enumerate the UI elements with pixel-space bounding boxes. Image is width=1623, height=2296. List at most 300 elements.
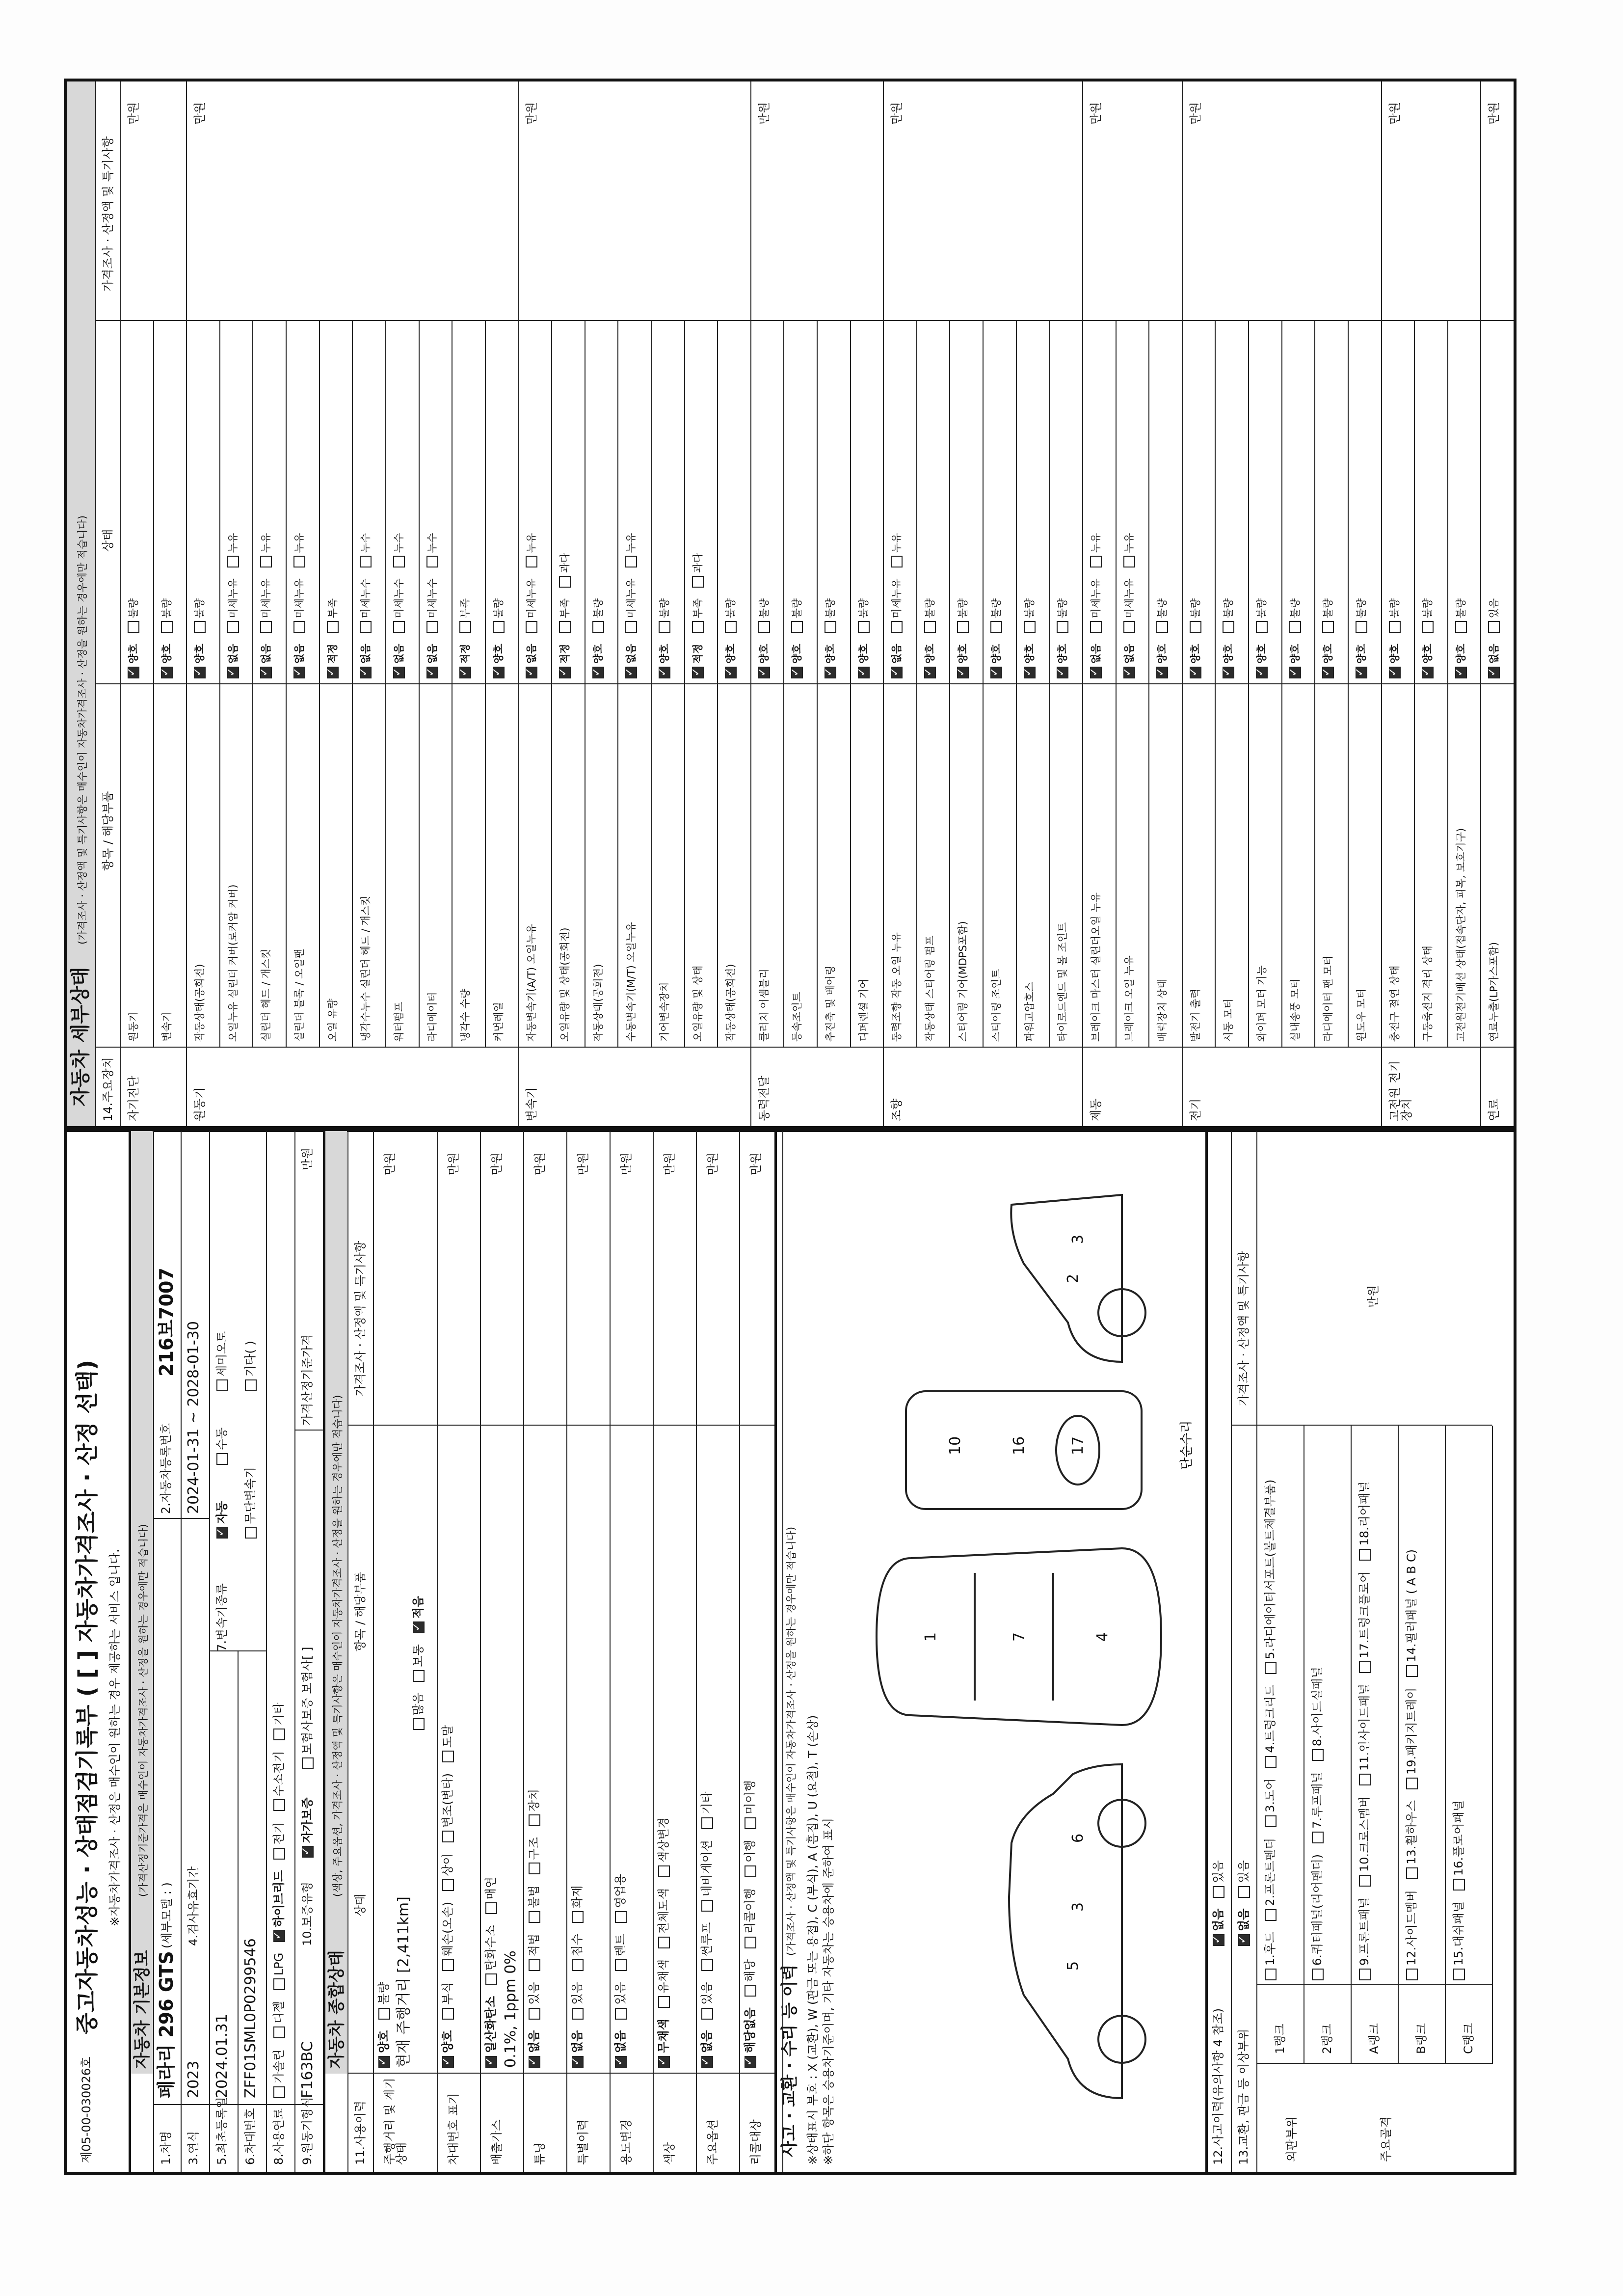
option-item: 불량 — [161, 598, 173, 633]
checkbox-icon — [658, 2056, 670, 2068]
option-item: 가솔린 — [272, 2049, 286, 2098]
option-item: 미세누유 — [1090, 578, 1102, 633]
model-year: 2023 — [185, 2060, 202, 2098]
row-divider — [1447, 321, 1448, 1048]
option-item: ✓양호 — [990, 644, 1002, 678]
checkbox-icon — [1389, 621, 1401, 633]
overall-row-label: 배출가스 — [490, 2119, 504, 2165]
checkbox-icon — [625, 621, 637, 633]
option-item: 미세누유 — [891, 578, 903, 633]
col-divider — [1256, 2063, 1492, 2064]
detail-state-options — [493, 588, 505, 678]
detail-group-label: 조향 — [890, 1098, 904, 1121]
detail-state-options — [1289, 588, 1301, 678]
checkbox-icon — [692, 576, 704, 588]
label-accident-history: 12.사고이력(유의사항 4 참조) — [1211, 2008, 1225, 2165]
overall-row-label: 주행거리 및 계기상태 — [383, 2078, 408, 2165]
checkbox-icon — [1289, 667, 1301, 678]
detail-state-options — [1024, 588, 1036, 678]
detail-group-label: 전기 — [1188, 1098, 1202, 1121]
detail-item-label: 워터펌프 — [393, 1001, 405, 1042]
checkbox-icon — [615, 2008, 627, 2020]
detail-state-options — [1123, 522, 1135, 678]
checkbox-icon — [227, 556, 239, 567]
detail-item-label: 오일유량 및 상태(공회전) — [559, 927, 571, 1042]
option-item: ✓적정 — [559, 644, 571, 678]
option-item: 불량 — [493, 598, 505, 633]
option-item: ✓없음 — [1211, 1909, 1225, 1946]
option-item: ✓없음 — [293, 644, 305, 678]
row-divider — [1414, 321, 1415, 1048]
rotated-form — [64, 79, 1517, 2175]
plate-number: 216보7007 — [156, 1268, 177, 1377]
option-item: ✓양호 — [1455, 644, 1467, 678]
checkbox-icon — [413, 1621, 425, 1633]
abnormal-parts-options — [1238, 1849, 1250, 1946]
checkbox-icon — [1223, 621, 1234, 633]
overall-row-options — [614, 1863, 627, 2068]
col-detail-state: 상태 — [101, 529, 115, 552]
checkbox-icon — [442, 2008, 454, 2020]
section-accident-title: 사고 · 교환 · 수리 등 이력 — [780, 1964, 799, 2157]
detail-item-label: 구동축전지 격리 상태 — [1422, 945, 1434, 1042]
label-transmission: 7.변속기종류 — [215, 1583, 229, 1651]
option-item: 미세누유 — [293, 578, 305, 633]
checkbox-icon — [526, 621, 537, 633]
detail-state-options — [990, 588, 1002, 678]
form-title-note: ※자동차가격조사 · 산정은 매수인이 원하는 경우 제공하는 서비스 입니다. — [108, 1549, 122, 1926]
overall-row-options — [378, 1971, 390, 2068]
option-item: 불량 — [758, 598, 770, 633]
option-item: 누유 — [227, 533, 239, 568]
checkbox-icon — [1090, 667, 1102, 678]
checkbox-icon — [327, 621, 339, 633]
option-item: 기타 — [272, 1702, 286, 1740]
row-divider — [153, 321, 154, 1048]
option-item: 있음 — [527, 1982, 541, 2019]
option-item: 미세누유 — [227, 578, 239, 633]
option-item: 누유 — [1123, 533, 1135, 568]
option-item: 10.크로스멤버 — [1357, 1796, 1371, 1887]
detail-item-label: 발전기 출력 — [1189, 988, 1201, 1042]
warranty-self: ✓자가보증 — [301, 1797, 314, 1858]
accident-rank-label: B랭크 — [1414, 2023, 1428, 2054]
svg-text:3: 3 — [1069, 1902, 1087, 1912]
checkbox-icon — [1422, 621, 1434, 633]
checkbox-icon — [1265, 1909, 1277, 1921]
price-unit: 만원 — [663, 1152, 676, 1175]
checkbox-icon — [526, 667, 537, 678]
option-item: 불량 — [1190, 598, 1201, 633]
checkbox-icon — [625, 556, 637, 567]
row-divider — [850, 321, 851, 1048]
label-vin: 6.차대번호 — [243, 2108, 257, 2165]
option-item: ✓양호 — [1289, 644, 1301, 678]
row-divider — [1248, 321, 1249, 1048]
detail-item-label: 타이로드엔드 및 볼 조인트 — [1057, 922, 1069, 1042]
row-divider — [1445, 1426, 1446, 2064]
row-divider — [916, 321, 917, 1048]
checkbox-icon — [791, 667, 803, 678]
option-item: 미세누수 — [393, 578, 405, 633]
document-number: 제05-00-030026호 — [80, 2056, 93, 2163]
row-divider — [651, 321, 652, 1048]
checkbox-icon — [273, 1848, 285, 1860]
detail-item-label: 파워고압호스 — [1023, 982, 1036, 1042]
checkbox-icon — [625, 667, 637, 678]
checkbox-icon — [572, 1911, 584, 1923]
fuel-options — [273, 1692, 285, 2098]
checkbox-icon — [1256, 667, 1268, 678]
overall-row-options-2 — [412, 1585, 425, 1730]
option-item: ✓양호 — [377, 2030, 391, 2068]
trans-opt-auto: ✓자동 — [216, 1501, 228, 1539]
option-item: 있음 — [700, 1982, 714, 2019]
checkbox-icon — [1265, 1756, 1277, 1768]
row-divider — [1348, 321, 1349, 1048]
checkbox-icon — [825, 621, 836, 633]
checkbox-icon — [529, 1863, 540, 1875]
checkbox-icon — [529, 2056, 540, 2068]
option-item: 과다 — [692, 553, 704, 588]
detail-state-options — [692, 542, 704, 678]
option-item: 누유 — [625, 533, 637, 568]
checkbox-icon — [758, 667, 770, 678]
checkbox-icon — [559, 621, 571, 633]
option-item: 불량 — [957, 598, 969, 633]
checkbox-icon — [1024, 621, 1036, 633]
option-item: ✓양호 — [1190, 644, 1201, 678]
checkbox-icon — [1322, 621, 1334, 633]
option-item: ✓없음 — [1237, 1909, 1251, 1946]
row-divider — [1281, 321, 1282, 1048]
detail-item-label: 수동변속기(M/T) 오일누유 — [625, 922, 638, 1042]
detail-state-options — [758, 588, 770, 678]
engine-type: F163BC — [299, 2041, 316, 2098]
detail-item-label: 와이퍼 모터 기능 — [1256, 965, 1268, 1042]
checkbox-icon — [1455, 621, 1467, 633]
checkbox-icon — [216, 1527, 228, 1539]
detail-item-label: 고전원전기배선 상태(접속단자, 피복, 보호기구) — [1455, 828, 1467, 1042]
checkbox-icon — [1123, 556, 1135, 567]
detail-state-options — [559, 542, 571, 678]
label-plate: 2.자동차등록번호 — [159, 1423, 173, 1514]
checkbox-icon — [273, 2086, 285, 2098]
option-item: 18.리어패널 — [1357, 1482, 1371, 1561]
detail-state-options — [791, 588, 803, 678]
detail-item-label: 냉각수누수 실린더 헤드 / 개스킷 — [360, 895, 372, 1042]
option-item: ✓양호 — [1156, 644, 1168, 678]
detail-state-options — [260, 522, 272, 678]
option-item: ✓없음 — [360, 644, 372, 678]
checkbox-icon — [413, 1718, 425, 1730]
checkbox-icon — [1359, 1549, 1371, 1561]
checkbox-icon — [1190, 621, 1201, 633]
label-abnormal-parts: 13.교환, 판금 등 이상부위 — [1237, 2028, 1251, 2165]
checkbox-icon — [1359, 1969, 1371, 1980]
checkbox-icon — [293, 556, 305, 567]
row-divider — [1398, 1426, 1399, 2064]
checkbox-icon — [957, 667, 969, 678]
section-detail-title: 자동차 세부상태 — [69, 967, 92, 1107]
option-item: 미세누유 — [260, 578, 272, 633]
option-item: 부족 — [692, 598, 704, 633]
trans-opt-manual: 수동 — [216, 1428, 228, 1465]
status-code-note: ※상태표시 부호 : X (교환), W (판금 또는 용접), C (부식), A (흠집), U (요철), T (손상) — [806, 1715, 820, 2165]
option-item: 부족 — [559, 598, 571, 633]
inspection-period: 2024-01-31 ~ 2028-01-30 — [185, 1321, 202, 1514]
detail-item-label: 동력조향 작동 오일 누유 — [891, 932, 903, 1042]
detail-price-unit: 만원 — [1089, 102, 1103, 125]
checkbox-icon — [1312, 1832, 1324, 1843]
checkbox-icon — [1359, 1875, 1371, 1887]
option-item: ✓없음 — [227, 644, 239, 678]
option-item: 불량 — [1156, 598, 1168, 633]
detail-item-label: 스티어링 기어(MDPS포함) — [957, 921, 969, 1042]
detail-item-label: 충전구 절연 상태 — [1388, 965, 1401, 1042]
price-unit: 만원 — [533, 1152, 547, 1175]
option-item: ✓없음 — [891, 644, 903, 678]
price-unit: 만원 — [706, 1152, 719, 1175]
passenger-note: ※하단 항목은 승용차기준이며, 기타 자동차는 승용차에 준하여 표시 — [822, 1817, 835, 2165]
checkbox-icon — [161, 621, 173, 633]
detail-group-label: 변속기 — [525, 1087, 539, 1121]
row-divider — [437, 1131, 438, 2172]
row-divider — [385, 321, 386, 1048]
label-period: 4.검사유효기간 — [186, 1866, 200, 1946]
option-item: 불량 — [1422, 598, 1434, 633]
option-item: ✓양호 — [1322, 644, 1334, 678]
base-price-unit: 만원 — [300, 1147, 314, 1170]
option-item: 불량 — [1223, 598, 1234, 633]
checkbox-icon — [529, 1959, 540, 1971]
overall-row-label: 리콜대상 — [749, 2119, 763, 2165]
checkbox-icon — [1213, 1934, 1224, 1946]
checkbox-icon — [891, 621, 903, 633]
col-detail-item: 항목 / 해당부품 — [101, 791, 115, 871]
option-item: ✓적정 — [459, 644, 471, 678]
detail-item-label: 시동 모터 — [1223, 999, 1235, 1042]
overall-row-options — [485, 1866, 497, 2068]
option-item: 누유 — [526, 533, 537, 568]
detail-item-label: 추진축 및 베어링 — [825, 965, 836, 1042]
checkbox-icon — [1356, 621, 1367, 633]
detail-item-label: 작동상태 스티어링 펌프 — [924, 935, 936, 1042]
col-use-history: 11.사용이력 — [353, 2101, 367, 2165]
option-item: 미이행 — [743, 1780, 757, 1829]
detail-state-options — [1389, 588, 1401, 678]
section-overall-title: 자동차 종합상태 — [327, 1950, 346, 2069]
row-divider — [684, 321, 685, 1048]
checkbox-icon — [1453, 1969, 1465, 1980]
detail-state-options — [1322, 588, 1334, 678]
row-divider — [817, 321, 818, 1048]
option-item: ✓양호 — [791, 644, 803, 678]
option-item: ✓없음 — [1090, 644, 1102, 678]
option-item: 매연 — [484, 1877, 498, 1914]
checkbox-icon — [990, 621, 1002, 633]
label-first-reg: 5.최초등록일 — [215, 2097, 229, 2165]
trans-opt-cvt: 무단변속기 — [244, 1467, 257, 1539]
checkbox-icon — [592, 621, 604, 633]
checkbox-icon — [658, 1996, 670, 2008]
checkbox-icon — [791, 621, 803, 633]
overall-row-options — [442, 1714, 454, 2068]
option-item: ✓적정 — [327, 644, 339, 678]
accident-rank-items — [1308, 1440, 1326, 1980]
checkbox-icon — [442, 1751, 454, 1762]
checkbox-icon — [1123, 667, 1135, 678]
option-item: 누수 — [360, 533, 372, 568]
option-item: 수소전기 — [272, 1751, 286, 1811]
checkbox-icon — [559, 576, 571, 588]
checkbox-icon — [459, 621, 471, 633]
section-accident-note: (가격조사 · 산정액 및 특기사항은 매수인이 자동차가격조사 · 산정을 원하는 경우에만 적습니다) — [785, 1526, 797, 1956]
option-item: 리콜이행 — [743, 1888, 757, 1948]
checkbox-icon — [725, 621, 737, 633]
option-item: 2.프론트펜더 — [1263, 1838, 1277, 1921]
checkbox-icon — [924, 667, 936, 678]
checkbox-icon — [1488, 621, 1500, 633]
accident-history-options — [1212, 1849, 1224, 1946]
option-item: 불량 — [1057, 598, 1068, 633]
checkbox-icon — [615, 1911, 627, 1923]
svg-text:1: 1 — [922, 1632, 939, 1642]
detail-group-label: 고전원 전기장치 — [1387, 1060, 1413, 1121]
overall-row-extra: 0.1%, 1ppm 0% — [502, 1950, 519, 2068]
section-basic-title: 자동차 기본정보 — [133, 1950, 152, 2069]
checkbox-icon — [529, 2008, 540, 2020]
option-item: ✓양호 — [659, 644, 670, 678]
option-item: 12.사이드멤버 — [1405, 1890, 1418, 1980]
row-divider — [566, 1131, 567, 2172]
option-item: 전체도색 — [657, 1888, 670, 1948]
option-item: ✓없음 — [527, 2030, 541, 2068]
option-item: 4.트렁크리드 — [1263, 1685, 1277, 1768]
option-item: 있음 — [1488, 598, 1500, 633]
checkbox-icon — [692, 621, 704, 633]
row-divider — [610, 1131, 611, 2172]
detail-state-options — [393, 522, 405, 678]
checkbox-icon — [485, 1902, 497, 1914]
detail-price-unit: 만원 — [1188, 102, 1202, 125]
label-fuel: 8.사용연료 — [272, 2108, 286, 2165]
checkbox-icon — [701, 2056, 713, 2068]
detail-item-label: 라디에이터 팬 모터 — [1322, 955, 1334, 1042]
checkbox-icon — [360, 667, 372, 678]
col-divider — [1256, 1984, 1492, 1985]
group-divider — [1480, 81, 1481, 1126]
checkbox-icon — [216, 1379, 228, 1391]
group-divider — [186, 81, 187, 1126]
svg-text:10: 10 — [947, 1436, 964, 1455]
checkbox-icon — [1312, 1969, 1324, 1980]
option-item: 불량 — [1289, 598, 1301, 633]
detail-price-unit: 만원 — [890, 102, 904, 125]
checkbox-icon — [1057, 621, 1068, 633]
overall-row-options — [658, 1806, 670, 2068]
row-divider — [1351, 1426, 1352, 2064]
option-item: 불량 — [1256, 598, 1268, 633]
detail-price-unit: 만원 — [193, 102, 207, 125]
group-divider — [1381, 81, 1382, 1126]
overall-row-options — [701, 1781, 713, 2068]
svg-text:7: 7 — [1011, 1632, 1028, 1642]
checkbox-icon — [293, 621, 305, 633]
option-item: 불량 — [990, 598, 1002, 633]
option-item: 불량 — [1455, 598, 1467, 633]
row-divider — [1116, 321, 1117, 1048]
price-unit: 만원 — [490, 1152, 504, 1175]
overall-row-label: 색상 — [663, 2142, 676, 2165]
checkbox-icon — [485, 1973, 497, 1985]
detail-item-label: 원동기 — [128, 1012, 139, 1042]
checkbox-icon — [442, 1831, 454, 1842]
svg-text:6: 6 — [1069, 1833, 1087, 1843]
checkbox-icon — [924, 621, 936, 633]
row-divider — [219, 321, 220, 1048]
checkbox-icon — [572, 1959, 584, 1971]
checkbox-icon — [273, 1978, 285, 1990]
detail-item-label: 등속조인트 — [791, 992, 803, 1042]
checkbox-icon — [745, 2056, 756, 2068]
option-item: 도말 — [441, 1725, 454, 1762]
checkbox-icon — [493, 621, 505, 633]
option-item: 썬루프 — [700, 1922, 714, 1972]
option-item: 있음 — [1211, 1860, 1225, 1897]
checkbox-icon — [1190, 667, 1201, 678]
detail-item-label: 작동상태(공회전) — [592, 964, 604, 1042]
checkbox-icon — [260, 667, 272, 678]
row-divider — [783, 321, 784, 1048]
checkbox-icon — [302, 1757, 314, 1769]
detail-state-options — [128, 588, 139, 678]
option-item: 17.트렁크플로어 — [1357, 1571, 1371, 1673]
row-divider — [1492, 1426, 1493, 2064]
option-item: 3.도어 — [1263, 1779, 1277, 1827]
detail-state-options — [957, 588, 969, 678]
overall-row-label: 주요옵션 — [706, 2119, 719, 2165]
checkbox-icon — [227, 667, 239, 678]
form-right-half — [64, 79, 1517, 1129]
group-divider — [120, 81, 121, 1126]
checkbox-icon — [658, 1865, 670, 1877]
row-divider — [1256, 1131, 1257, 2172]
row-divider — [480, 1131, 481, 2172]
detail-item-label: 오일 유량 — [326, 999, 339, 1042]
accident-price-unit: 만원 — [1366, 1285, 1380, 1308]
option-item: 미세누수 — [426, 578, 438, 633]
checkbox-icon — [1123, 621, 1135, 633]
svg-text:2: 2 — [1064, 1273, 1082, 1283]
overall-row-options — [744, 1769, 756, 2068]
option-item: 있음 — [570, 1982, 584, 2019]
checkbox-icon — [1238, 1934, 1250, 1946]
option-item: 전기 — [272, 1822, 286, 1859]
option-item: 불량 — [377, 1982, 391, 2019]
row-divider — [419, 321, 420, 1048]
option-item: 누유 — [1090, 533, 1102, 568]
checkbox-icon — [442, 1879, 454, 1891]
detail-state-options — [459, 588, 471, 678]
accident-group-label: 외판부위 — [1285, 2116, 1299, 2162]
option-item: ✓없음 — [1123, 644, 1135, 678]
form-left-half — [64, 1129, 1517, 2175]
checkbox-icon — [758, 621, 770, 633]
checkbox-icon — [615, 1959, 627, 1971]
option-item: ✓적정 — [692, 644, 704, 678]
option-item: 미세누유 — [625, 578, 637, 633]
